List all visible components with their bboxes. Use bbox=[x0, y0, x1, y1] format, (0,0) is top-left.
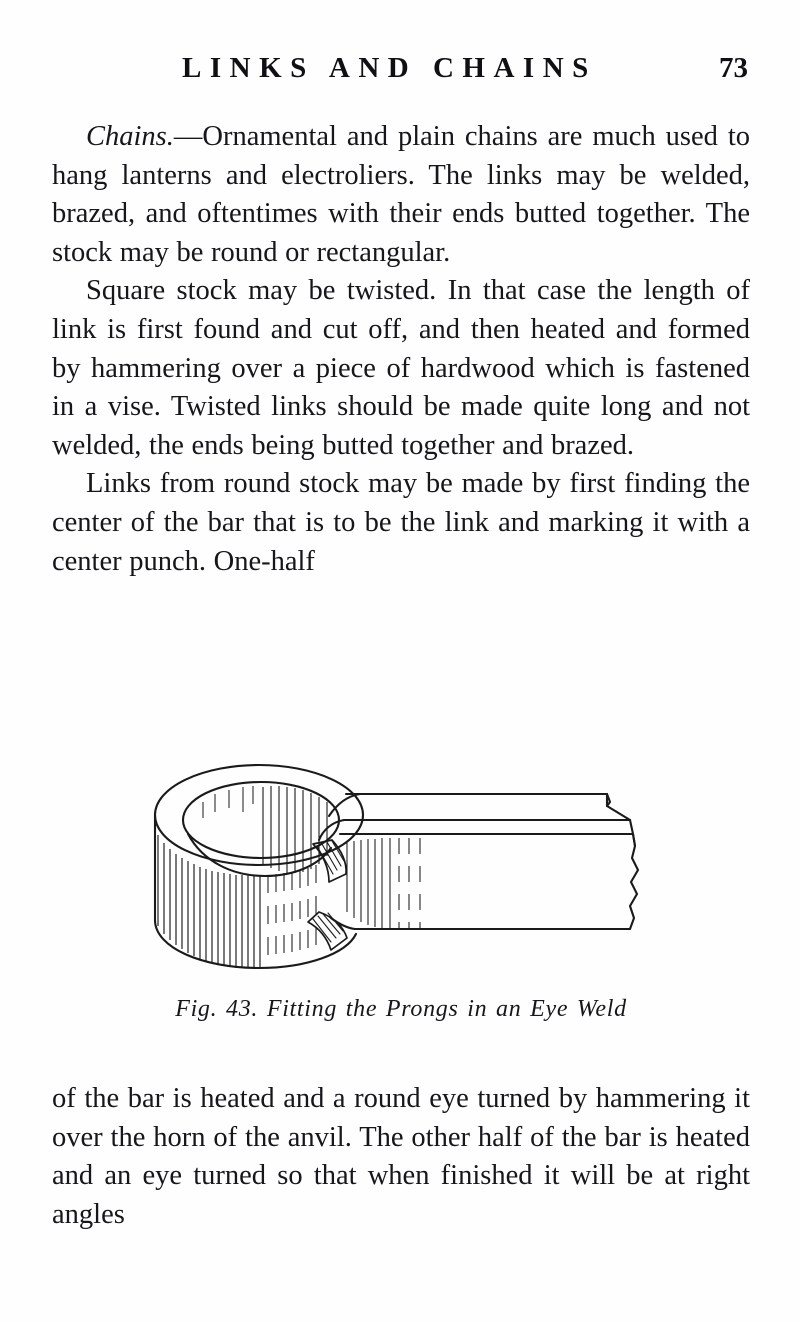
page-title: LINKS AND CHAINS bbox=[182, 52, 597, 84]
eye-weld-line-drawing bbox=[141, 742, 661, 982]
body-text-bottom bbox=[52, 1080, 750, 1234]
paragraph-text: —Ornamental and plain chains are much used to hang lanterns and electroliers. The links may be welded, brazed, and oftentimes with their ends butted together. The stock may be round or rectangular. bbox=[52, 121, 750, 268]
lead-term: Chains. bbox=[86, 121, 174, 152]
body-text-top bbox=[52, 118, 750, 581]
paragraph-text: of the bar is heated and a round eye turned by hammering it over the horn of the anvil. The other half of the bar is heated and an eye turned so that when finished it will be at right angles bbox=[52, 1083, 750, 1230]
figure-caption: Fig. 43. Fitting the Prongs in an Eye Weld bbox=[175, 996, 627, 1022]
paragraph bbox=[52, 1080, 750, 1234]
page-number: 73 bbox=[719, 52, 748, 84]
paragraph-text: Square stock may be twisted. In that case the length of link is first found and cut off, and then heated and formed by hammering over a piece of hardwood which is fastened in a vise. Twisted links should be made quite long and not welded, the ends being butted together and brazed. bbox=[52, 275, 750, 461]
paragraph-text: Links from round stock may be made by first finding the center of the bar that is to be the link and marking it with a center punch. One-half bbox=[52, 468, 750, 577]
figure bbox=[52, 742, 750, 1023]
paragraph bbox=[52, 465, 750, 581]
paragraph bbox=[52, 272, 750, 465]
running-head bbox=[52, 52, 750, 96]
paragraph bbox=[52, 118, 750, 272]
